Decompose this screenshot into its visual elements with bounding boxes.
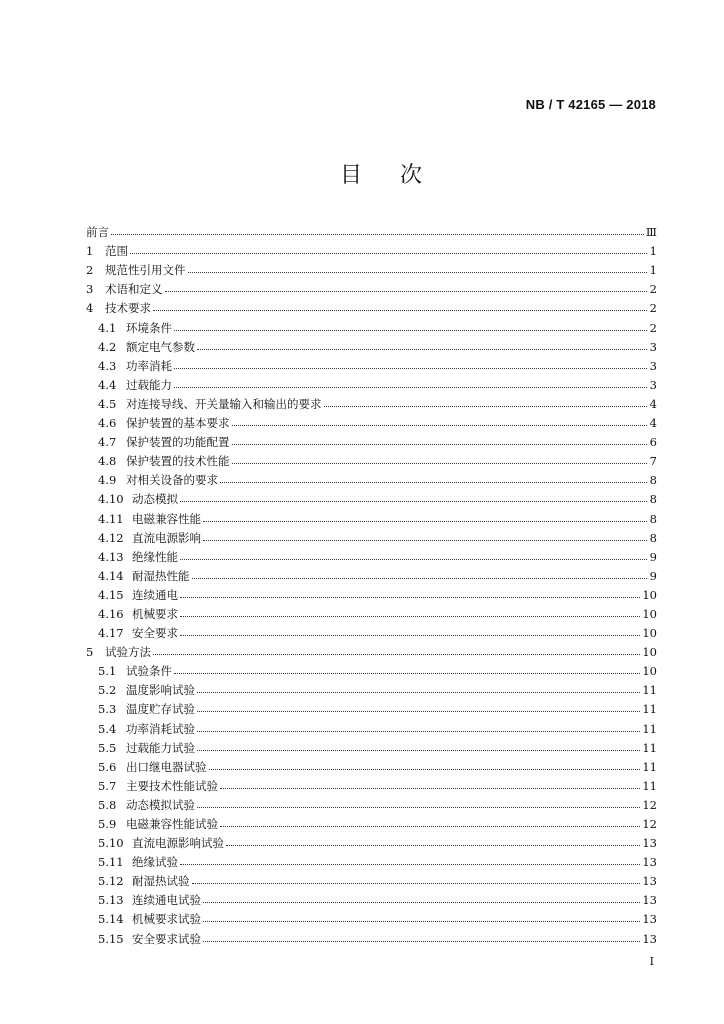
toc-dot-leader [192,882,641,884]
toc-entry-page: 11 [642,721,657,736]
toc-entry-title: 功率消耗 [126,358,172,373]
toc-entry-number: 4.2 [98,339,117,354]
toc-entry-title: 功率消耗试验 [126,721,195,736]
toc-entry-page: 12 [642,797,657,812]
toc-entry[interactable] [86,354,657,373]
toc-entry-page: 11 [642,740,657,755]
toc-entry[interactable] [86,315,657,334]
toc-entry-title: 保护装置的技术性能 [126,454,230,469]
toc-entry-title: 连续通电 [132,587,178,602]
toc-entry-number: 4.17 [98,626,124,641]
page-title: 目次 [339,163,460,188]
toc-entry[interactable] [86,296,657,315]
toc-entry-number: 5.6 [98,759,117,774]
toc-entry-page: 10 [642,645,657,660]
toc-entry-page: 1 [649,244,657,259]
toc-entry-title: 直流电源影响 [132,530,201,545]
toc-entry-title: 环境条件 [126,320,172,335]
toc-entry[interactable] [86,774,657,793]
toc-entry-page: 3 [649,358,657,373]
toc-entry-number: 5.13 [98,893,124,908]
toc-dot-leader [188,271,648,273]
toc-dot-leader [180,615,640,617]
table-of-contents [86,220,657,946]
toc-dot-leader [203,539,647,541]
toc-entry-title: 耐湿热试验 [132,874,190,889]
toc-entry-number: 5.1 [98,664,117,679]
toc-dot-leader [203,901,640,903]
toc-entry[interactable] [86,506,657,525]
toc-entry-title: 过载能力 [126,377,172,392]
toc-entry[interactable] [86,335,657,354]
toc-entry[interactable] [86,430,657,449]
toc-entry-title: 保护装置的功能配置 [126,435,230,450]
toc-entry-title: 试验条件 [126,664,172,679]
toc-entry-page: 9 [649,568,657,583]
toc-entry[interactable] [86,888,657,907]
toc-entry-number: 5.12 [98,874,124,889]
toc-entry-page: 4 [649,396,657,411]
toc-dot-leader [111,233,644,235]
toc-entry[interactable] [86,793,657,812]
standard-code: NB / T 42165 — 2018 [525,97,656,112]
toc-entry-title: 电磁兼容性能试验 [126,817,218,831]
toc-entry-title: 连续通电试验 [132,893,201,908]
toc-entry-number: 2 [86,263,94,278]
toc-entry-title: 前言 [86,225,109,240]
toc-entry[interactable] [86,678,657,697]
toc-entry-title: 术语和定义 [105,282,163,297]
toc-dot-leader [220,787,640,789]
toc-dot-leader [197,348,647,350]
toc-entry[interactable] [86,277,657,296]
toc-dot-leader [174,672,640,674]
toc-dot-leader [232,424,648,426]
toc-entry-title: 对相关设备的要求 [126,473,218,488]
toc-entry[interactable] [86,449,657,468]
toc-entry[interactable] [86,602,657,621]
toc-entry-number: 4.7 [98,435,117,450]
toc-entry-page: 6 [649,435,657,450]
toc-entry-title: 过载能力试验 [126,740,195,755]
toc-entry[interactable] [86,411,657,430]
toc-entry-title: 技术要求 [105,301,151,316]
toc-dot-leader [153,653,640,655]
toc-entry-page: 11 [642,778,657,793]
toc-entry-number: 4.14 [98,568,124,583]
toc-entry-number: 5.5 [98,740,117,755]
toc-entry-number: 5.3 [98,702,117,717]
toc-entry-title: 安全要求 [132,626,178,641]
toc-dot-leader [197,691,640,693]
toc-entry[interactable] [86,831,657,850]
toc-entry-page: 10 [642,664,657,679]
toc-entry-title: 温度贮存试验 [126,702,195,717]
toc-entry-title: 试验方法 [105,645,151,660]
toc-entry[interactable] [86,583,657,602]
toc-entry[interactable] [86,239,657,258]
toc-entry[interactable] [86,812,657,831]
toc-dot-leader [174,386,647,388]
toc-entry-number: 4.10 [98,492,124,507]
toc-entry-number: 4.5 [98,396,117,411]
toc-entry-number: 4.11 [98,511,124,526]
toc-dot-leader [203,940,640,942]
toc-entry-page: 4 [649,416,657,431]
toc-entry-number: 5.4 [98,721,117,736]
toc-entry[interactable] [86,736,657,755]
toc-entry-number: 4.13 [98,549,124,564]
toc-dot-leader [226,844,640,846]
toc-entry-title: 主要技术性能试验 [126,778,218,793]
toc-entry-number: 1 [86,244,94,259]
toc-entry-number: 5.2 [98,683,117,698]
toc-entry-number: 4.1 [98,320,117,335]
toc-entry-title: 额定电气参数 [126,339,195,354]
toc-entry-number: 5.14 [98,912,124,927]
toc-entry-page: 1 [649,263,657,278]
toc-entry-title: 范围 [105,244,128,259]
toc-entry[interactable] [86,258,657,277]
toc-entry-number: 4.16 [98,606,124,621]
toc-entry[interactable] [86,716,657,735]
toc-entry-number: 5.9 [98,817,117,831]
toc-entry-page: 8 [649,473,657,488]
toc-entry-title: 对连接导线、开关量输入和输出的要求 [126,396,322,411]
toc-entry-title: 机械要求 [132,606,178,621]
toc-dot-leader [197,730,640,732]
toc-entry-number: 5.15 [98,931,124,946]
toc-dot-leader [209,768,641,770]
toc-entry-page: 8 [649,530,657,545]
toc-entry[interactable] [86,926,657,945]
toc-entry-page: 10 [642,626,657,641]
toc-dot-leader [197,806,640,808]
toc-entry[interactable] [86,545,657,564]
toc-entry-page: 9 [649,549,657,564]
toc-entry-page: 2 [649,320,657,335]
toc-dot-leader [203,920,640,922]
toc-entry-number: 4 [86,301,94,316]
toc-entry-title: 安全要求试验 [132,931,201,946]
toc-dot-leader [180,634,640,636]
toc-entry[interactable] [86,392,657,411]
toc-entry-page: 13 [642,874,657,889]
toc-entry-page: 12 [642,817,657,831]
toc-dot-leader [232,443,648,445]
toc-entry-title: 绝缘试验 [132,855,178,870]
toc-entry-page: 2 [649,301,657,316]
toc-entry-title: 动态模拟试验 [126,797,195,812]
toc-entry[interactable] [86,850,657,869]
toc-entry-page: 2 [649,282,657,297]
toc-entry-number: 4.15 [98,587,124,602]
toc-entry-page: 11 [642,702,657,717]
toc-dot-leader [324,405,648,407]
toc-entry-page: 13 [642,836,657,851]
toc-entry-title: 直流电源影响试验 [132,836,224,851]
toc-entry[interactable] [86,373,657,392]
toc-entry[interactable] [86,526,657,545]
toc-entry-number: 5.7 [98,778,117,793]
toc-entry[interactable] [86,621,657,640]
toc-dot-leader [174,329,647,331]
toc-entry-page: 7 [649,454,657,469]
toc-entry[interactable] [86,640,657,659]
toc-entry[interactable] [86,697,657,716]
toc-dot-leader [220,481,647,483]
toc-entry[interactable] [86,755,657,774]
toc-entry[interactable] [86,869,657,888]
toc-dot-leader [197,710,640,712]
toc-entry-page: 13 [642,855,657,870]
toc-entry-number: 4.3 [98,358,117,373]
toc-entry-number: 5.11 [98,855,124,870]
toc-entry-title: 温度影响试验 [126,683,195,698]
toc-entry[interactable] [86,907,657,926]
toc-entry-title: 耐湿热性能 [132,568,190,583]
toc-entry-page: 8 [649,492,657,507]
toc-dot-leader [197,749,640,751]
toc-entry[interactable] [86,487,657,506]
toc-entry-number: 5.8 [98,797,117,812]
toc-dot-leader [203,520,647,522]
toc-dot-leader [232,462,648,464]
toc-entry-number: 3 [86,282,94,297]
toc-entry-number: 4.8 [98,454,117,469]
toc-entry-number: 4.9 [98,473,117,488]
toc-dot-leader [180,500,647,502]
toc-dot-leader [180,558,647,560]
toc-entry-page: 11 [642,759,657,774]
toc-entry-title: 机械要求试验 [132,912,201,927]
toc-entry[interactable] [86,468,657,487]
toc-entry[interactable] [86,564,657,583]
toc-dot-leader [130,252,647,254]
toc-entry-page: 3 [649,377,657,392]
toc-entry-page: 13 [642,912,657,927]
toc-dot-leader [165,290,648,292]
toc-entry-page: 13 [642,893,657,908]
toc-entry-number: 5.10 [98,836,124,851]
toc-dot-leader [180,863,640,865]
toc-entry-number: 4.4 [98,377,117,392]
toc-entry-page: 10 [642,606,657,621]
toc-entry-page: 3 [649,339,657,354]
toc-dot-leader [192,577,648,579]
toc-entry[interactable] [86,659,657,678]
toc-dot-leader [180,596,640,598]
toc-entry-page: 13 [642,931,657,946]
toc-entry-title: 保护装置的基本要求 [126,416,230,431]
toc-dot-leader [174,367,647,369]
toc-entry-page: 8 [649,511,657,526]
toc-entry-page: 11 [642,683,657,698]
toc-entry[interactable] [86,220,657,239]
footer-page-number: I [649,955,654,968]
toc-entry-number: 4.6 [98,416,117,431]
toc-entry-page: Ⅲ [645,225,657,240]
toc-dot-leader [153,309,647,311]
toc-entry-title: 电磁兼容性能 [132,511,201,526]
toc-entry-title: 出口继电器试验 [126,759,207,774]
toc-entry-title: 规范性引用文件 [105,263,186,278]
toc-entry-title: 绝缘性能 [132,549,178,564]
toc-entry-page: 10 [642,587,657,602]
toc-entry-title: 动态模拟 [132,492,178,507]
toc-dot-leader [220,825,640,827]
toc-entry-number: 5 [86,645,94,660]
toc-entry-number: 4.12 [98,530,124,545]
